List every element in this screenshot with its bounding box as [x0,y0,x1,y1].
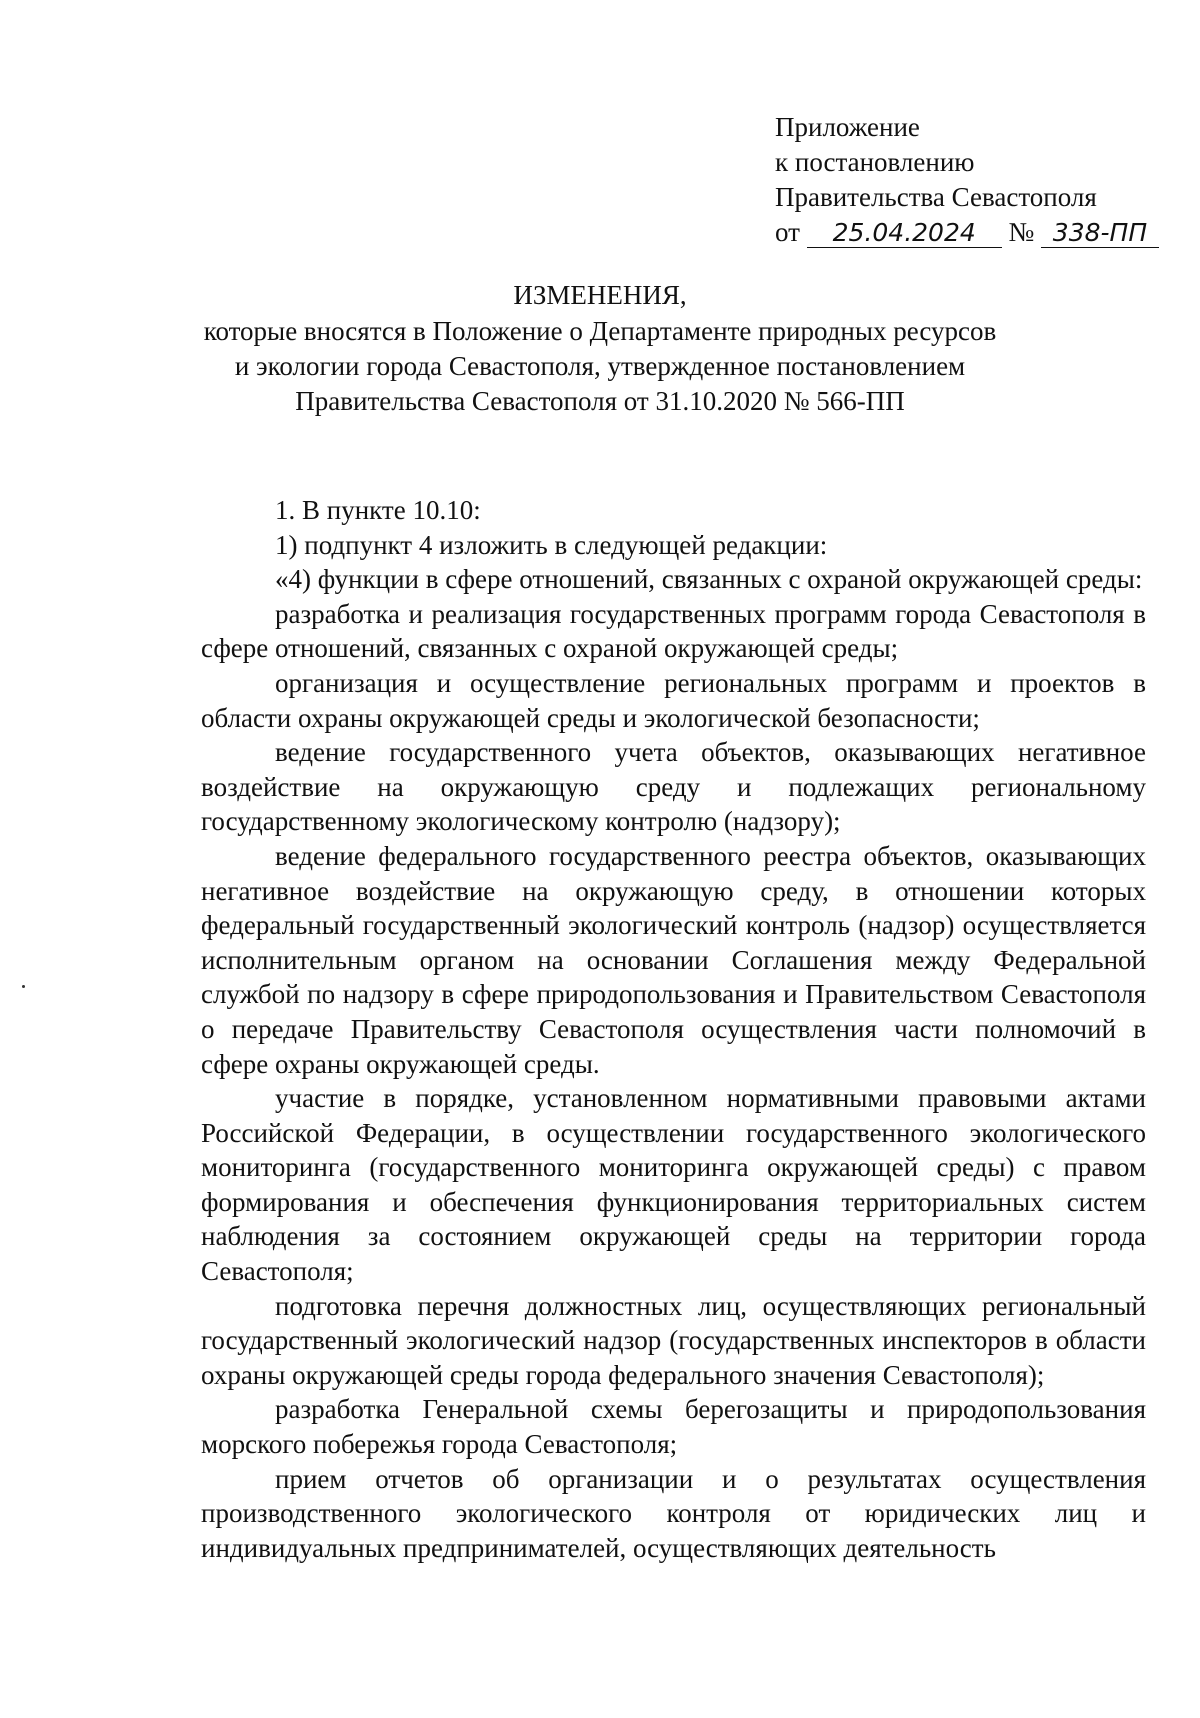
appendix-line-3: Правительства Севастополя [775,182,1097,212]
date-prefix: от [775,217,800,247]
paragraph-10: разработка Генеральной схемы берегозащиты и природопользования морского побережья города Севастополя; [201,1394,1146,1460]
title-heading: ИЗМЕНЕНИЯ, [513,280,687,310]
paragraph-6: ведение государственного учета объектов, оказывающих негативное воздействие на окружающую среду и подлежащих региональному государственному экологическому контролю (надзору); [201,737,1146,837]
paragraph-3: «4) функции в сфере отношений, связанных с охраной окружающей среды: [275,564,1143,595]
appendix-line-2: к постановлению [775,147,975,177]
title-line-3: Правительства Севастополя от 31.10.2020 № 566-ПП [295,386,905,416]
title-line-1: которые вносятся в Положение о Департаменте природных ресурсов [203,316,997,346]
title-line-2: и экологии города Севастополя, утвержденное постановлением [234,351,966,381]
paragraph-8: участие в порядке, установленном нормативными правовыми актами Российской Федерации, в осуществлении государственного экологического мониторинга (государственного мониторинга окружающей среды) с правом формирования и обеспечения функционирования территориальных систем наблюдения за состоянием окружающей среды на территории города Севастополя; [201,1083,1146,1287]
appendix-line-1: Приложение [775,112,920,142]
document-body [201,493,1146,1565]
handwritten-number: 338-ПП [1041,219,1159,248]
paragraph-5: организация и осуществление региональных программ и проектов в области охраны окружающей среды и экологической безопасности; [201,667,1146,733]
appendix-block [775,110,1148,250]
scan-speck [22,985,25,988]
number-prefix: № [1008,217,1035,247]
paragraph-4: разработка и реализация государственных программ города Севастополя в сфере отношений, связанных с охраной окружающей среды; [201,598,1146,664]
handwritten-date: 25.04.2024 [807,219,1002,248]
paragraph-11: прием отчетов об организации и о результатах осуществления производственного экологического контроля от юридических лиц и индивидуальных предпринимателей, осуществляющих деятельность [201,1463,1146,1563]
paragraph-1: 1. В пункте 10.10: [275,495,481,525]
paragraph-9: подготовка перечня должностных лиц, осуществляющих региональный государственный экологический надзор (государственных инспекторов в области охраны окружающей среды города федерального значения Севастополя); [201,1290,1146,1390]
appendix-date-line [775,215,1148,250]
paragraph-2: 1) подпункт 4 изложить в следующей редакции: [275,529,828,560]
document-title [140,278,1060,419]
paragraph-7: ведение федерального государственного реестра объектов, оказывающих негативное воздействие на окружающую среду, в отношении которых федеральный государственный экологический контроль (надзор) осуществляется исполнительным органом на основании Соглашения между Федеральной службой по надзору в сфере природопользования и Правительством Севастополя о передаче Правительству Севастополя осуществления части полномочий в сфере охраны окружающей среды. [201,840,1146,1079]
